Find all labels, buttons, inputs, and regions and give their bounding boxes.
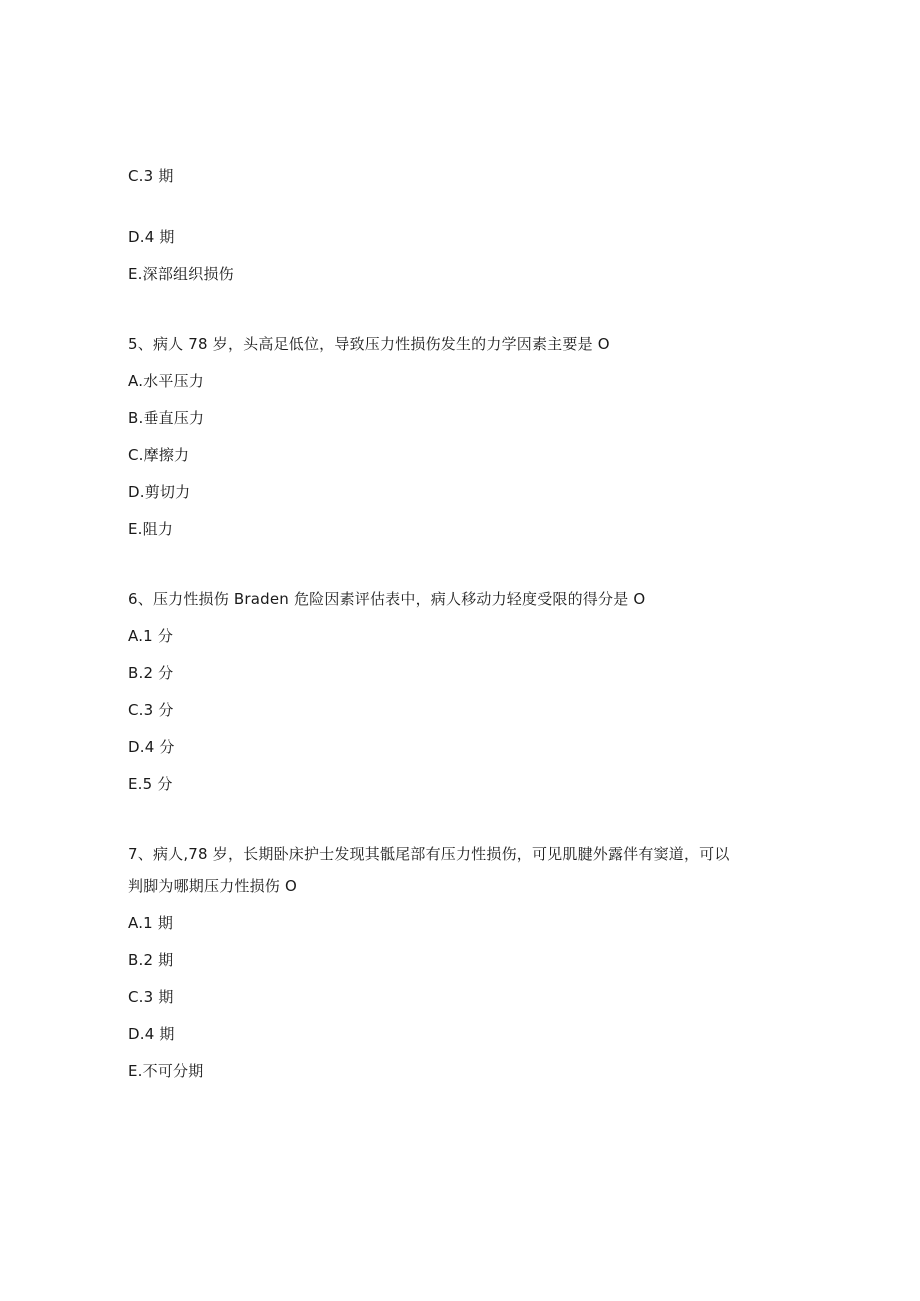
question-6-option-c: C.3 分 — [128, 701, 174, 719]
question-7-option-b: B.2 期 — [128, 951, 174, 969]
option-c: C.3 期 — [128, 167, 174, 185]
question-5-option-b: B.垂直压力 — [128, 409, 205, 427]
question-7-option-e: E.不可分期 — [128, 1062, 204, 1080]
question-5-option-d: D.剪切力 — [128, 483, 191, 501]
question-6-stem: 6、压力性损伤 Braden 危险因素评估表中，病人移动力轻度受限的得分是 O — [128, 590, 646, 608]
question-7-option-c: C.3 期 — [128, 988, 174, 1006]
option-d: D.4 期 — [128, 228, 175, 246]
question-5-option-a: A.水平压力 — [128, 372, 204, 390]
question-6-option-e: E.5 分 — [128, 775, 173, 793]
question-5-option-e: E.阻力 — [128, 520, 174, 538]
question-7-stem-line1: 7、病人,78 岁，长期卧床护士发现其骶尾部有压力性损伤，可见肌腱外露伴有窦道，可以 — [128, 845, 730, 863]
question-6-option-d: D.4 分 — [128, 738, 175, 756]
question-7-stem-line2: 判脚为哪期压力性损伤 O — [128, 877, 297, 895]
option-e: E.深部组织损伤 — [128, 265, 234, 283]
question-5-stem: 5、病人 78 岁，头高足低位，导致压力性损伤发生的力学因素主要是 O — [128, 335, 610, 353]
question-6-option-a: A.1 分 — [128, 627, 174, 645]
question-7-option-a: A.1 期 — [128, 914, 174, 932]
question-7-option-d: D.4 期 — [128, 1025, 175, 1043]
question-5-option-c: C.摩擦力 — [128, 446, 190, 464]
question-6-option-b: B.2 分 — [128, 664, 174, 682]
